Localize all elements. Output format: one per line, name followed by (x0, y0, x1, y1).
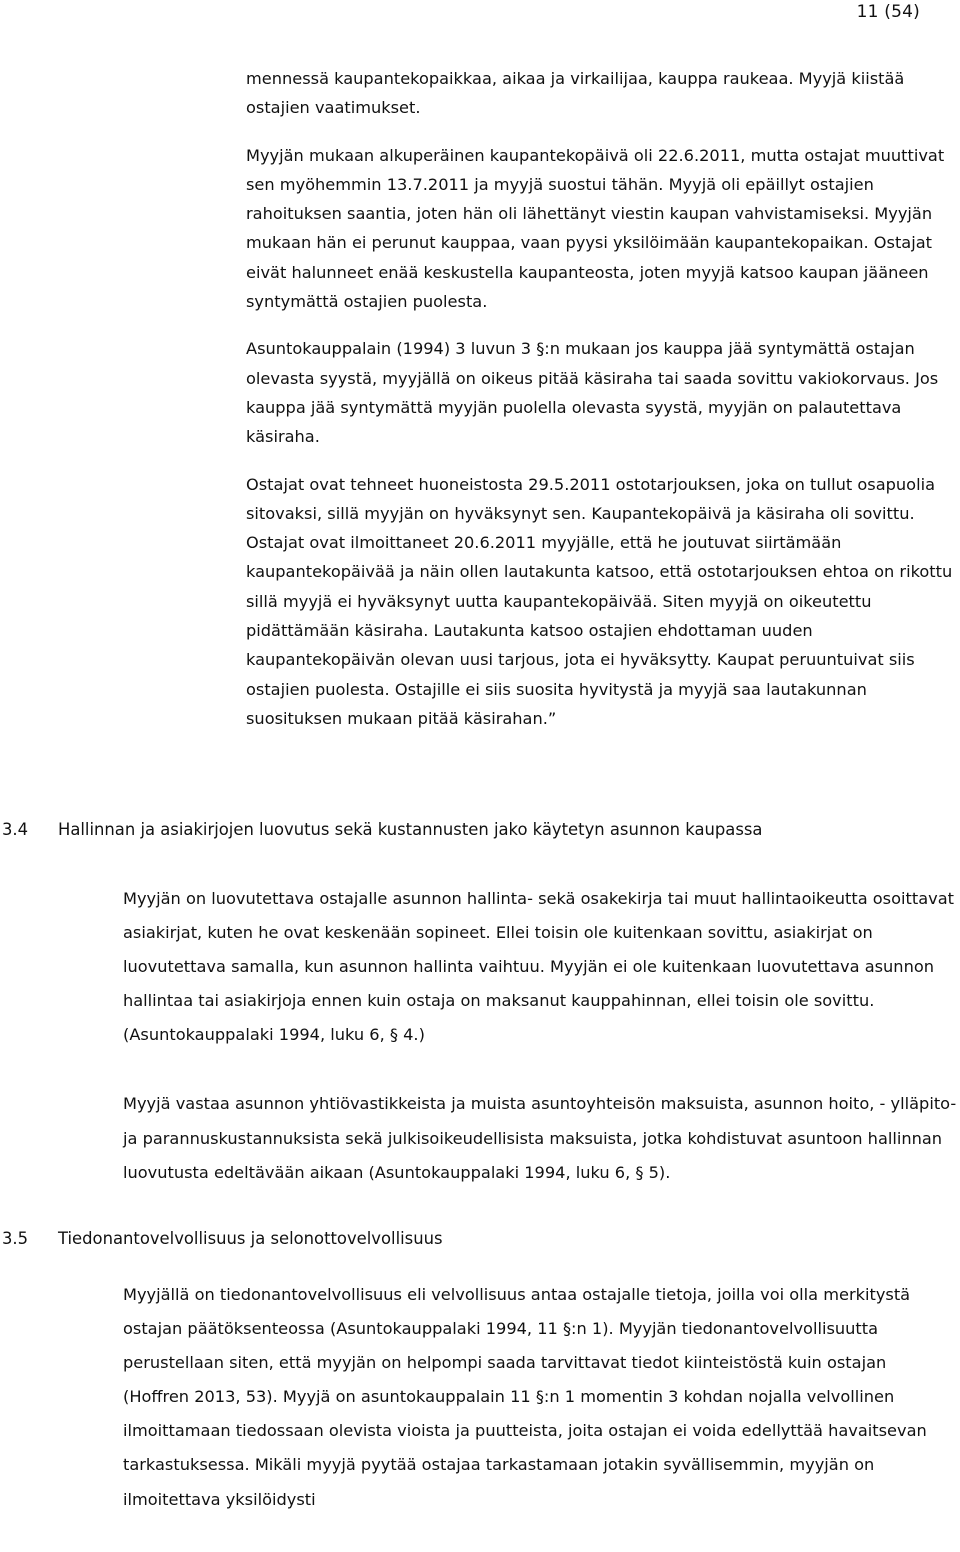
section-number: 3.5 (2, 1229, 29, 1248)
paragraph: mennessä kaupantekopaikkaa, aikaa ja virkailijaa, kauppa raukeaa. Myyjä kiistää ostajien vaatimukset. (246, 69, 905, 118)
paragraph: Myyjä vastaa asunnon yhtiövastikkeista ja muista asuntoyhteisön maksuista, asunnon hoito, - ylläpito- ja parannuskustannuksista sekä julkisoikeudellisista maksuista, jotka kohdistuvat asuntoon hallinnan luovutusta edeltävään aikaan (Asuntokauppalaki 1994, luku 6, § 5). (123, 1094, 957, 1182)
section-heading-3-4 (2, 819, 762, 841)
paragraph: Myyjällä on tiedonantovelvollisuus eli velvollisuus antaa ostajalle tietoja, joilla voi olla merkitystä ostajan päätöksenteossa (Asuntokauppalaki 1994, 11 §:n 1). Myyjän tiedonantovelvollisuutta perustellaan siten, että myyjän on helpompi saada tarvittavat tiedot kiinteistöstä kuin ostajan (Hoffren 2013, 53). Myyjä on asuntokauppalain 11 §:n 1 momentin 3 kohdan nojalla velvollinen ilmoittamaan tiedossaan olevista vioista ja puutteista, joita ostajan ei voida edellyttää havaitsevan tarkastuksessa. Mikäli myyjä pyytää ostajaa tarkastamaan jotakin syvällisemmin, myyjän on ilmoitettava yksilöidysti (123, 1285, 927, 1509)
section-body-3-4 (123, 882, 957, 1225)
quoted-decision-text (246, 64, 956, 751)
section-title: Tiedonantovelvollisuus ja selonottovelvollisuus (58, 1229, 443, 1248)
paragraph: Ostajat ovat tehneet huoneistosta 29.5.2011 ostotarjouksen, joka on tullut osapuolia sitovaksi, sillä myyjän on hyväksynyt sen. Kaupantekopäivä ja käsiraha oli sovittu. Ostajat ovat ilmoittaneet 20.6.2011 myyjälle, että he joutuvat siirtämään kaupantekopäivää ja näin ollen lautakunta katsoo, että ostotarjouksen ehtoa on rikottu sillä myyjä ei hyväksynyt uutta kaupantekopäivää. Siten myyjä on oikeutettu pidättämään käsiraha. Lautakunta katsoo ostajien ehdottaman uuden kaupantekopäivän olevan uusi tarjous, jota ei hyväksytty. Kaupat peruuntuivat siis ostajien puolesta. Ostajille ei siis suosita hyvitystä ja myyjä saa lautakunnan suosituksen mukaan pitää käsirahan.” (246, 474, 953, 728)
page-number: 11 (54) (856, 2, 920, 22)
section-heading-3-5 (2, 1228, 443, 1250)
paragraph: Asuntokauppalain (1994) 3 luvun 3 §:n mukaan jos kauppa jää syntymättä ostajan olevasta syystä, myyjällä on oikeus pitää käsiraha tai saada sovittu vakiokorvaus. Jos kauppa jää syntymättä myyjän puolella olevasta syystä, myyjän on palautettava käsiraha. (246, 339, 939, 447)
section-title: Hallinnan ja asiakirjojen luovutus sekä kustannusten jako käytetyn asunnon kaupassa (58, 820, 763, 839)
paragraph: Myyjän mukaan alkuperäinen kaupantekopäivä oli 22.6.2011, mutta ostajat muuttivat sen myöhemmin 13.7.2011 ja myyjä suostui tähän. Myyjä oli epäillyt ostajien rahoituksen saantia, joten hän oli lähettänyt viestin kaupan vahvistamiseksi. Myyjän mukaan hän ei perunut kauppaa, vaan pyysi yksilöimään kaupantekopaikan. Ostajat eivät halunneet enää keskustella kaupanteosta, joten myyjä katsoo kaupan jääneen syntymättä ostajien puolesta. (246, 145, 945, 312)
paragraph: Myyjän on luovutettava ostajalle asunnon hallinta- sekä osakekirja tai muut hallintaoikeutta osoittavat asiakirjat, kuten he ovat keskenään sopineet. Ellei toisin ole kuitenkaan sovittu, asiakirjat on luovutettava samalla, kun asunnon hallinta vaihtuu. Myyjän ei ole kuitenkaan luovutettava asunnon hallintaa tai asiakirjoja ennen kuin ostaja on maksanut kauppahinnan, ellei toisin ole sovittu. (Asuntokauppalaki 1994, luku 6, § 4.) (123, 889, 954, 1045)
section-body-3-5 (123, 1278, 957, 1552)
section-number: 3.4 (2, 820, 29, 839)
